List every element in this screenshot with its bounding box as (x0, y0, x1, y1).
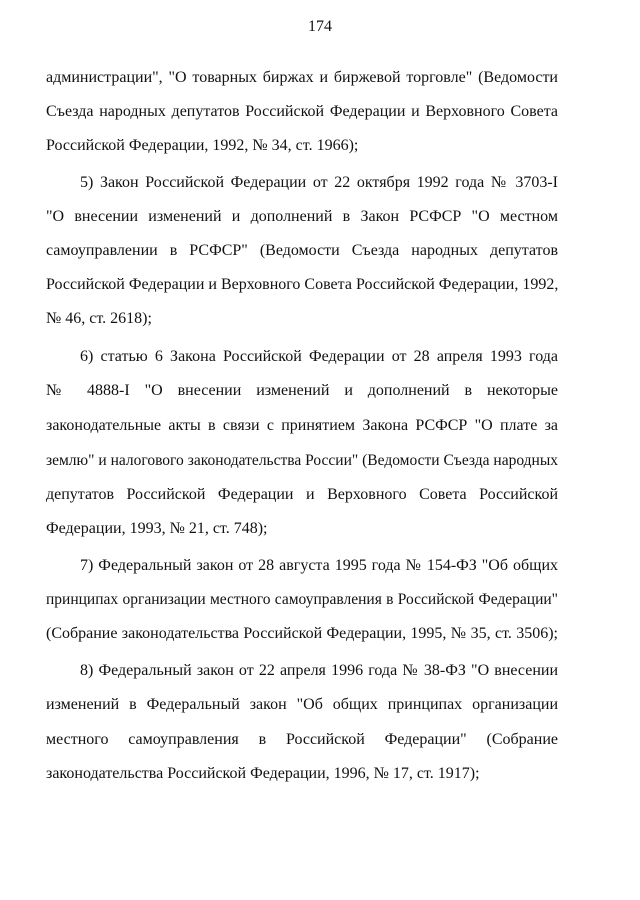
text-line: Федерации, 1993, № 21, ст. 748); (46, 520, 268, 537)
page-number: 174 (308, 18, 332, 35)
text-line: законодательства Российской Федерации, 1996, № 17, ст. 1917); (46, 765, 480, 782)
text-line: Съезда народных депутатов Российской Федерации и Верховного Совета (46, 103, 558, 120)
text-line: изменений в Федеральный закон "Об общих принципах организации (46, 696, 558, 713)
text-line: администрации", "О товарных биржах и биржевой торговле" (Ведомости (46, 69, 558, 86)
text-line: № 4888-I "О внесении изменений и дополнений в некоторые (46, 382, 558, 399)
text-line: "О внесении изменений и дополнений в Закон РСФСР "О местном (46, 208, 558, 225)
text-line: самоуправлении в РСФСР" (Ведомости Съезда народных депутатов (46, 242, 558, 259)
text-line: Российской Федерации и Верховного Совета Российской Федерации, 1992, (46, 276, 559, 293)
text-line: местного самоуправления в Российской Федерации" (Собрание (46, 731, 558, 748)
text-line: 5) Закон Российской Федерации от 22 октября 1992 года № 3703-I (80, 174, 558, 191)
text-line: 6) статью 6 Закона Российской Федерации от 28 апреля 1993 года (80, 348, 558, 365)
text-line: Российской Федерации, 1992, № 34, ст. 1966); (46, 137, 359, 154)
text-line: депутатов Российской Федерации и Верховного Совета Российской (46, 486, 558, 503)
text-line: принципах организации местного самоуправления в Российской Федерации" (46, 591, 558, 608)
text-line: законодательные акты в связи с принятием Закона РСФСР "О плате за (46, 417, 558, 434)
text-line: 7) Федеральный закон от 28 августа 1995 года № 154-ФЗ "Об общих (80, 557, 558, 574)
text-line: 8) Федеральный закон от 22 апреля 1996 года № 38-ФЗ "О внесении (80, 662, 558, 679)
text-line: землю" и налогового законодательства России" (Ведомости Съезда народных (46, 452, 558, 469)
text-line: № 46, ст. 2618); (46, 310, 152, 327)
text-line: (Собрание законодательства Российской Федерации, 1995, № 35, ст. 3506); (46, 625, 558, 642)
